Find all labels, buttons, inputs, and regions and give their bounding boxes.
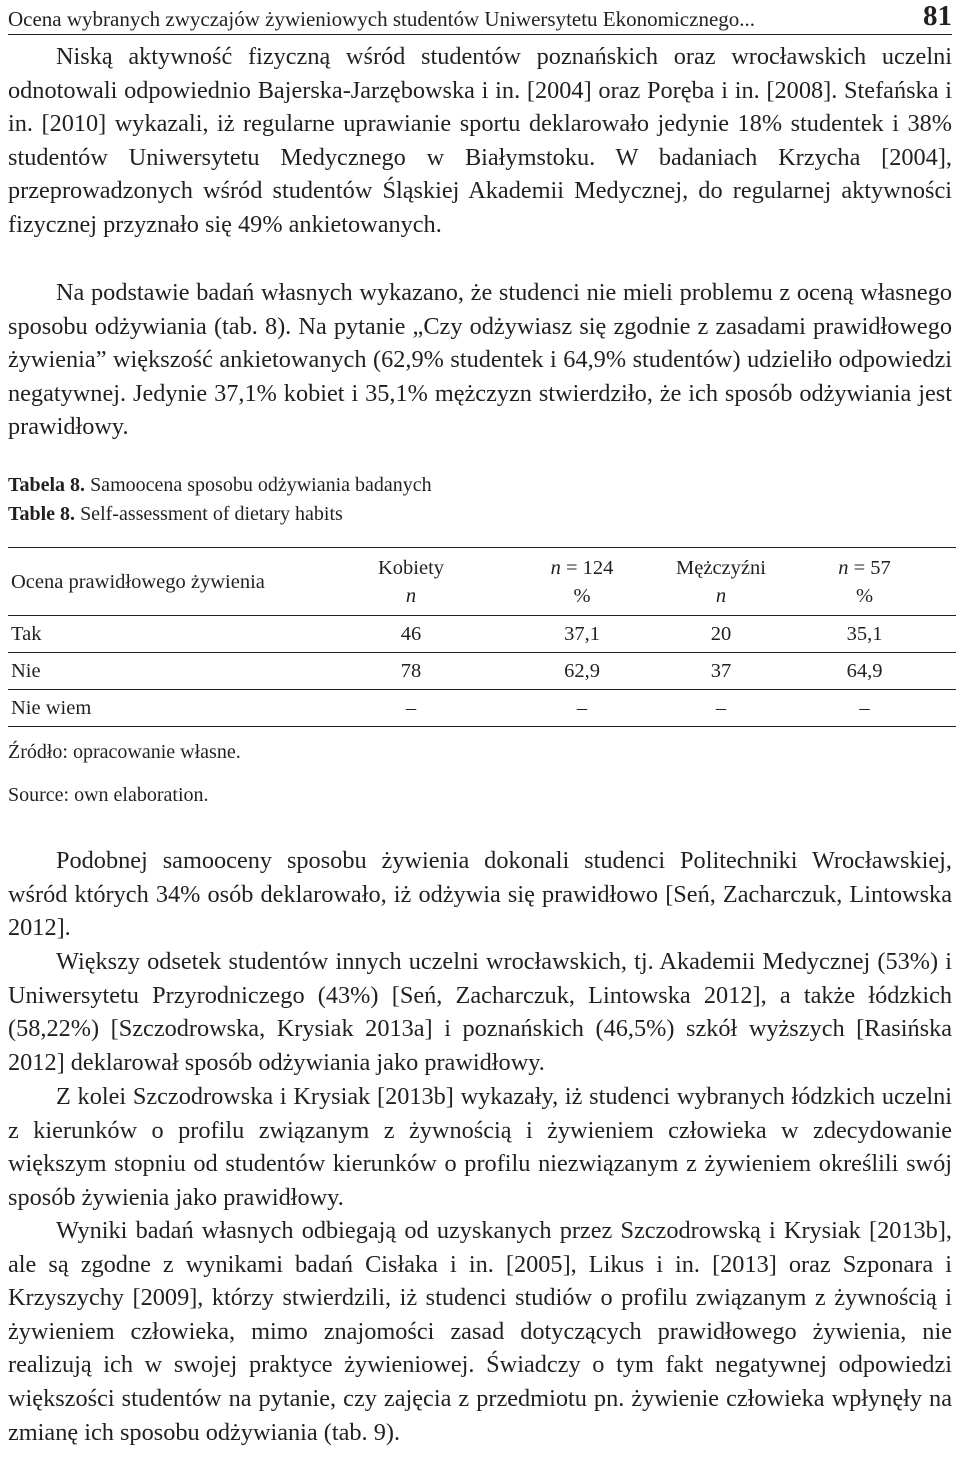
cell-women-pct: 62,9 [564,659,600,682]
header-men-pct-symbol: % [855,584,874,607]
header-men-pct [773,548,956,616]
table-caption-en [8,503,343,526]
table-source-pl: Źródło: opracowanie własne. [8,741,241,763]
header-men-total: = 57 [848,556,891,579]
header-women-pct [495,548,669,616]
header-men-n [669,548,773,616]
header-men-label: Mężczyźni [676,556,766,579]
header-men-total-n: n [838,556,849,579]
cell-men-pct: – [859,696,870,719]
running-title: Ocena wybranych zwyczajów żywieniowych studentów Uniwersytetu Ekonomicznego... [8,7,756,31]
header-women-pct-symbol: % [573,584,591,607]
table-row [8,690,956,727]
cell-women-n: 78 [400,659,422,682]
running-header [8,0,952,35]
table-caption-pl-label: Tabela 8. [8,474,86,496]
row-label: Tak [11,622,42,645]
cell-men-pct: 35,1 [846,622,883,645]
table-caption-pl [8,474,432,497]
header-women-n-symbol: n [405,584,417,607]
table-caption-en-label: Table 8. [8,503,76,525]
header-women-n [327,548,495,616]
table-caption-pl-text: Samoocena sposobu odżywiania badanych [90,474,432,496]
row-label: Nie wiem [11,696,92,719]
paragraph-physical-activity: Niską aktywność fizyczną wśród studentów poznańskich oraz wrocławskich uczelni odnotowali odpowiednio Bajerska-Jarzębowska i in. [2004] oraz Poręba i in. [2008]. Stefańska i in. [2010] wykazali, iż regularne uprawianie sportu deklarowało jedynie 18% studentek i 38% studentów Uniwersytetu Medycznego w Białymstoku. W badaniach Krzycha [2004], przeprowadzonych wśród studentów Śląskiej Akademii Medycznej, do regularnej aktywności fizycznej przyznało się 49% ankietowanych. [8,43,952,238]
table-caption-en-text: Self-assessment of dietary habits [80,503,343,525]
cell-women-pct: – [576,696,588,719]
row-label: Nie [11,659,41,682]
cell-women-n: 46 [400,622,422,645]
header-women-total-n: n [550,556,561,579]
paragraph-wroclaw-polytechnic: Podobnej samooceny sposobu żywienia dokonali studenci Politechniki Wrocławskiej, wśród których 34% osób deklarowało, iż odżywia się prawidłowo [Seń, Zacharczuk, Lintowska 2012]. [8,847,952,942]
cell-men-n: – [715,696,727,719]
cell-women-pct: 37,1 [564,622,600,645]
cell-men-n: 20 [710,622,732,645]
header-assessment: Ocena prawidłowego żywienia [11,570,265,593]
page-number: 81 [923,0,952,32]
table-8 [8,547,956,727]
table-header-row [8,548,956,616]
table-row [8,653,956,690]
header-men-n-symbol: n [715,584,727,607]
paragraph-other-universities: Większy odsetek studentów innych uczelni wrocławskich, tj. Akademii Medycznej (53%) i Uniwersytetu Przyrodniczego (43%) [Seń, Zacharczuk, Lintowska 2012], a także łódzkich (58,22%) [Szczodrowska, Krysiak 2013a] i poznańskich (46,5%) szkół wyższych [Rasińska 2012] deklarował sposób odżywiania jako prawidłowy. [8,948,952,1076]
paragraph-own-research: Wyniki badań własnych odbiegają od uzyskanych przez Szczodrowską i Krysiak [2013b], ale są zgodne z wynikami badań Cisłaka i in. [2005], Likus i in. [2013] oraz Szponara i Krzyszychy [2009], którzy stwierdzili, iż studenci studiów o profilu związanym z żywnością i żywieniem człowieka, mimo znajomości zasad dotyczących prawidłowego żywienia, nie realizują ich w swojej praktyce żywieniowej. Świadczy o tym fakt negatywnej odpowiedzi większości studentów na pytanie, czy zajęcia z przedmiotu pn. żywienie człowieka wpłynęły na zmianę ich sposobu odżywiania (tab. 9). [8,1217,952,1446]
cell-men-n: 37 [710,659,732,682]
cell-women-n: – [405,696,417,719]
paragraph-self-assessment: Na podstawie badań własnych wykazano, że studenci nie mieli problemu z oceną własnego sposobu odżywiania (tab. 8). Na pytanie „Czy odżywiasz się zgodnie z zasadami prawidłowego żywienia” większość ankietowanych (62,9% studentek i 64,9% studentów) udzieliło odpowiedzi negatywnej. Jedynie 37,1% kobiet i 35,1% mężczyzn stwierdziło, że ich sposób odżywiania jest prawidłowy. [8,279,952,441]
paragraph-lodz-universities: Z kolei Szczodrowska i Krysiak [2013b] wykazały, iż studenci wybranych łódzkich uczelni z kierunków o profilu związanym z żywnością i żywieniem człowieka w zdecydowanie większym stopniu od studentów kierunków o profilu niezwiązanym z żywieniem określili swój sposób żywienia jako prawidłowy. [8,1083,952,1211]
header-women-label: Kobiety [377,556,445,579]
table-source-en: Source: own elaboration. [8,784,209,806]
header-women-total: = 124 [560,556,614,579]
table-row [8,616,956,653]
cell-men-pct: 64,9 [846,659,883,682]
